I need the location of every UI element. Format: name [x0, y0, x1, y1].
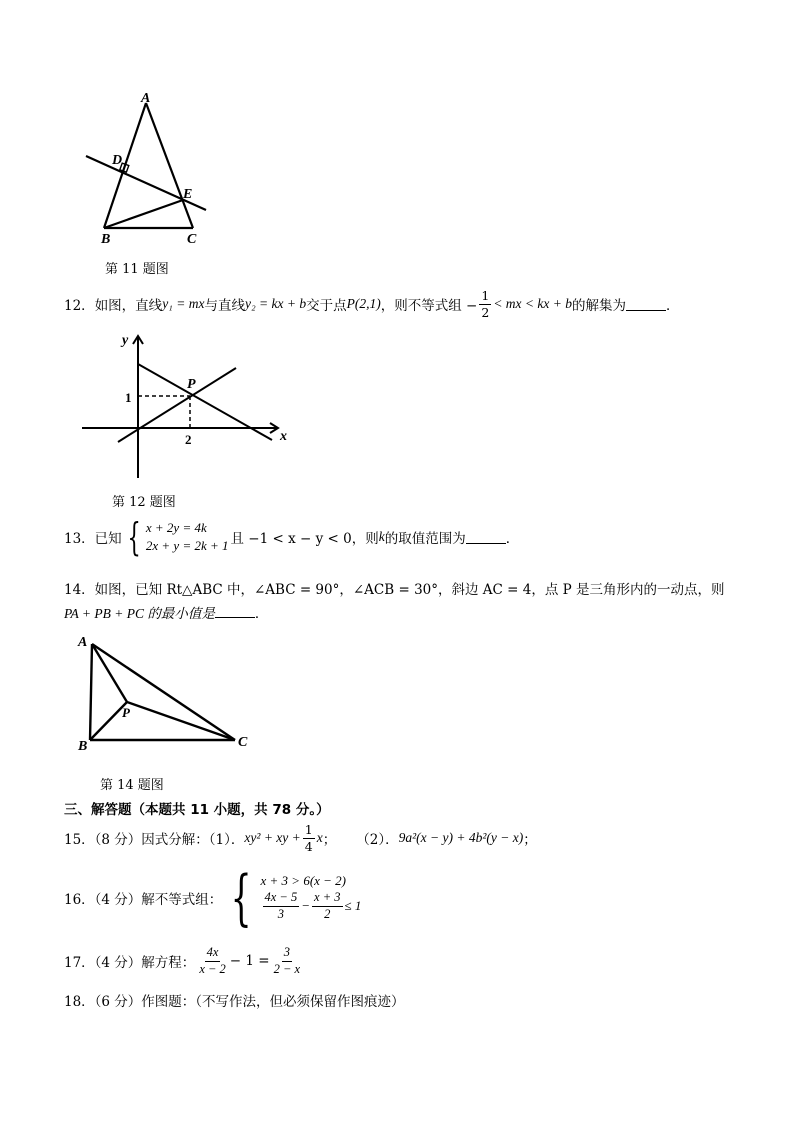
question-13 — [64, 515, 520, 559]
q15-part1-a: xy² + xy + — [244, 830, 301, 846]
q13-eq2: 2x + y = 2k + 1 — [145, 538, 229, 553]
q13-k: k — [378, 529, 385, 544]
q15-frac-num: 1 — [304, 822, 313, 837]
figure-14-caption: 第 14 题图 — [100, 778, 164, 793]
q12-text-4: ，则不等式组 − — [380, 298, 478, 315]
q12-end: ． — [666, 298, 680, 315]
q14-line-2 — [64, 602, 268, 622]
q12-point: P(2,1) — [346, 296, 381, 312]
line-AB — [90, 644, 92, 740]
q16-le: ≤ 1 — [344, 897, 362, 913]
q13-text-1: 且 −1 < x − y < 0，则 — [230, 531, 379, 547]
q17-frac1 — [197, 945, 227, 977]
q15-end: ； — [523, 832, 537, 849]
question-18: 18．（6 分）作图题：（不写作法，但必须保留作图痕迹） — [64, 994, 405, 1010]
label-2: 2 — [185, 432, 192, 447]
q12-answer-blank[interactable] — [626, 298, 666, 311]
line-AB — [104, 103, 146, 228]
q16-system — [222, 863, 362, 933]
q14-answer-blank[interactable] — [215, 605, 255, 618]
q12-text-1: 如图，直线 — [94, 298, 163, 315]
q16-head: 16．（4 分）解不等式组： — [64, 892, 223, 908]
q12-text-2: 与直线 — [204, 298, 245, 315]
q13-brace: { — [127, 515, 141, 559]
section-3-title: 三、解答题（本题共 11 小题，共 78 分。） — [64, 802, 330, 818]
label-y: y — [122, 333, 129, 348]
q17-frac2-den: 2 − x — [273, 961, 301, 976]
figure-11 — [80, 88, 220, 248]
q15-head: 15．（8 分）因式分解：（1）． — [64, 832, 245, 849]
q16-ineq1: x + 3 > 6(x − 2) — [260, 873, 347, 889]
line-y1 — [118, 368, 236, 442]
label-x: x — [280, 429, 287, 444]
label-B: B — [101, 232, 111, 247]
q13-end: ． — [505, 531, 520, 547]
q16-frac1 — [263, 890, 300, 922]
q16-frac2-den: 2 — [324, 906, 331, 921]
q16-brace: { — [230, 863, 252, 933]
q12-frac-num: 1 — [481, 288, 490, 303]
label-C: C — [238, 735, 248, 750]
figure-11-caption: 第 11 题图 — [105, 262, 169, 277]
question-16 — [64, 863, 362, 933]
q15-fraction — [303, 822, 315, 854]
q13-eq1: x + 2y = 4k — [145, 520, 207, 536]
label-1: 1 — [125, 390, 132, 405]
label-C: C — [187, 232, 197, 247]
q12-y1: y₁ = mx — [162, 296, 205, 312]
figure-12-caption: 第 12 题图 — [112, 495, 176, 510]
label-E: E — [183, 187, 193, 202]
q15-frac-den: 4 — [304, 838, 313, 854]
label-P: P — [187, 377, 196, 392]
q15-part2: 9a²(x − y) + 4b²(y − x) — [398, 830, 524, 846]
line-PA — [92, 644, 127, 702]
q13-system — [122, 515, 229, 559]
q12-number: 12． — [64, 298, 95, 315]
q17-head: 17．（4 分）解方程： — [64, 955, 196, 972]
question-17 — [64, 945, 304, 977]
question-15 — [64, 822, 537, 854]
label-B: B — [78, 739, 88, 754]
q12-inequality: < mx < kx + b — [493, 296, 572, 312]
q14-line-1: 14．如图，已知 Rt△ABC 中，∠ABC = 90°，∠ACB = 30°，斜边 AC = 4，点 P 是三角形内的一动点，则 — [64, 582, 725, 598]
q16-minus: − — [301, 897, 311, 913]
q13-number: 13．已知 — [64, 531, 122, 547]
line-AC — [146, 103, 193, 228]
q15-sep: ； — [322, 832, 337, 849]
q17-mid: − 1 = — [229, 953, 270, 970]
q12-text-5: 的解集为 — [572, 298, 626, 315]
q16-frac1-den: 3 — [277, 906, 284, 921]
label-P: P — [122, 705, 130, 720]
label-A: A — [78, 635, 88, 650]
q12-frac-den: 2 — [481, 304, 490, 320]
q16-frac2 — [312, 890, 342, 922]
q14-end: ． — [254, 606, 269, 622]
label-D: D — [112, 153, 123, 168]
q17-frac1-den: x − 2 — [199, 961, 226, 976]
question-12 — [64, 288, 680, 320]
q13-answer-blank[interactable] — [466, 531, 506, 544]
q14-line-2-text: PA + PB + PC 的最小值是 — [64, 606, 215, 621]
q15-part1-b: x — [316, 830, 323, 846]
q16-frac2-num: x + 3 — [312, 890, 342, 907]
q16-frac1-num: 4x − 5 — [263, 890, 300, 907]
line-AC — [92, 644, 235, 740]
q17-frac2-num: 3 — [282, 945, 292, 962]
q15-part2-label: （2）． — [356, 832, 399, 849]
figure-14 — [70, 632, 270, 757]
label-A: A — [141, 91, 151, 106]
line-BE — [104, 200, 183, 228]
q12-text-3: 交于点 — [306, 298, 347, 315]
q12-y2: y₂ = kx + b — [244, 296, 307, 312]
q12-fraction — [479, 288, 491, 320]
q17-frac2 — [272, 945, 302, 977]
figure-12 — [80, 330, 300, 485]
line-PC — [127, 702, 235, 740]
q13-text-2: 的取值范围为 — [384, 531, 466, 547]
q17-frac1-num: 4x — [205, 945, 221, 962]
